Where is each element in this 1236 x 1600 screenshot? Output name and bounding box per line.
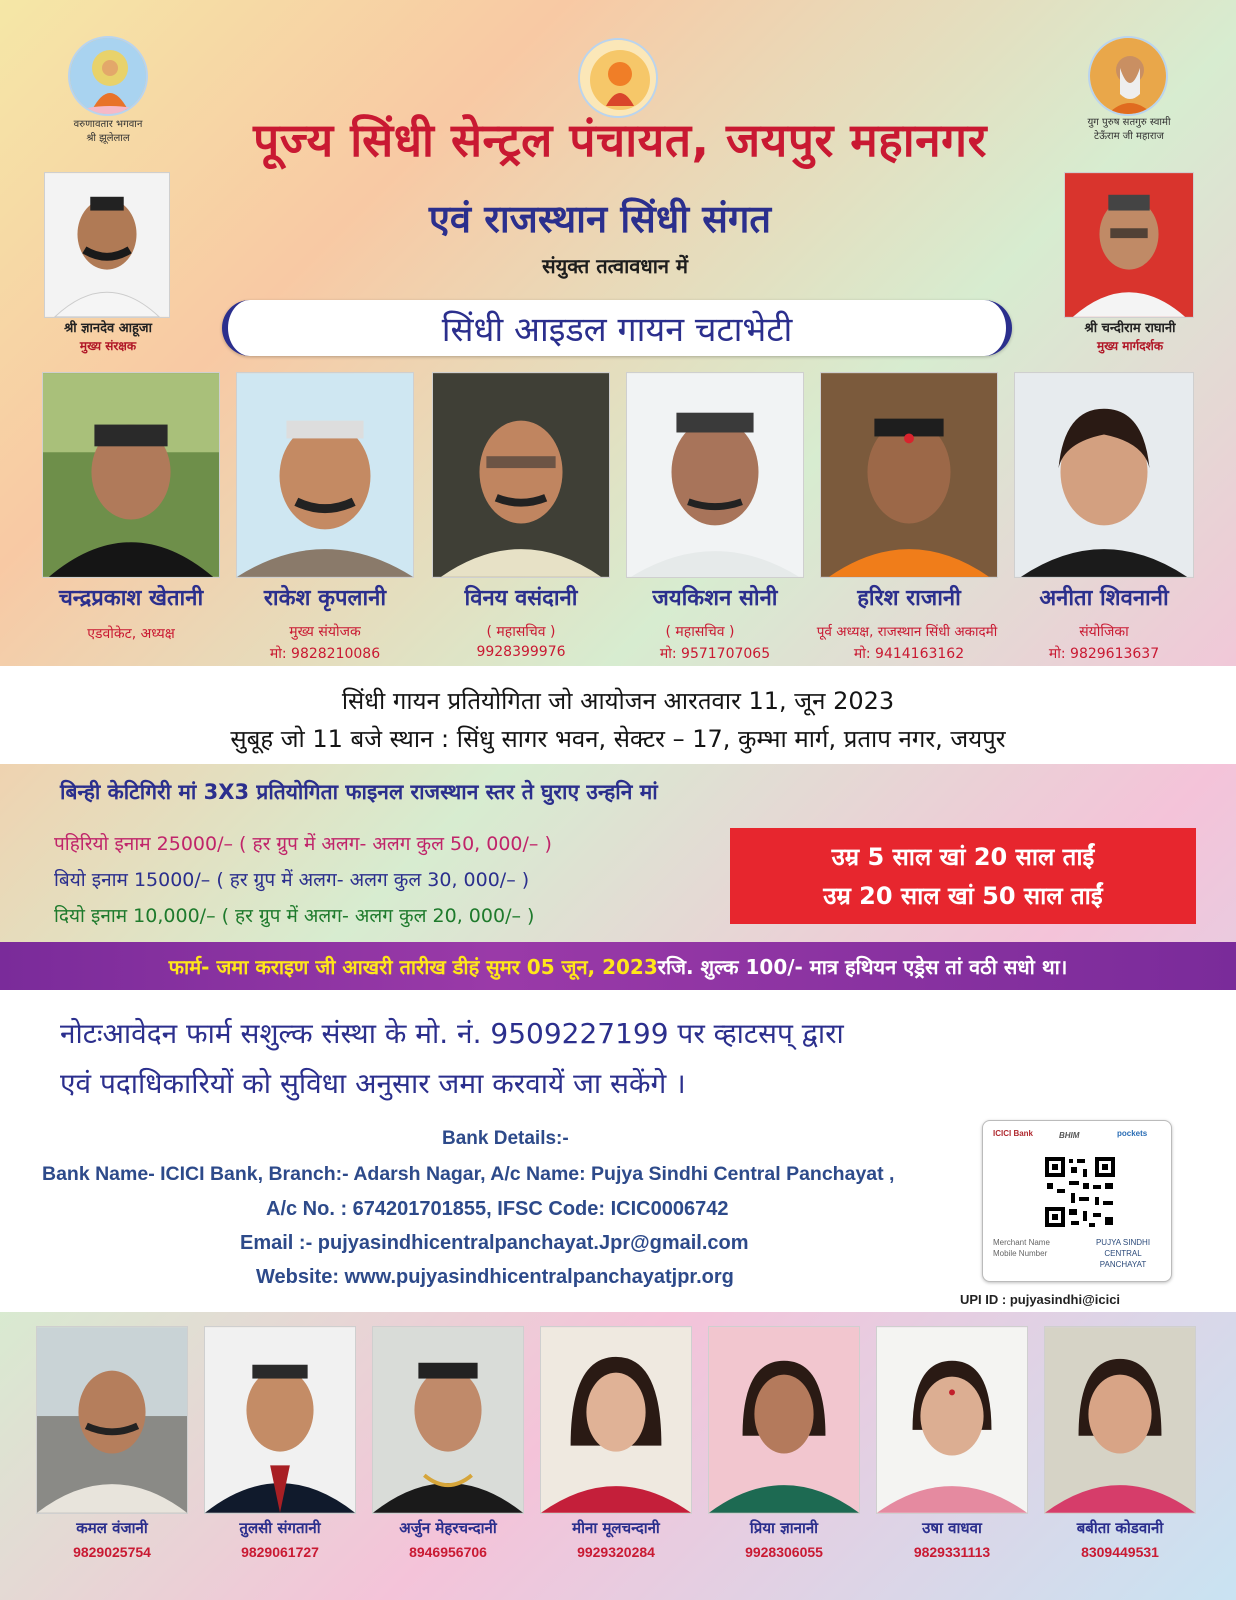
member-name-2: राकेश कृपलानी bbox=[263, 586, 387, 611]
age-group-2: उम्र 20 साल खां 50 साल ताईं bbox=[823, 882, 1103, 910]
member-name-6: अनीता शिवनानी bbox=[1039, 586, 1169, 611]
event-venue-line: सुबूह जो 11 बजे स्थान : सिंधु सागर भवन, सेक्टर – 17, कुम्भा मार्ग, प्रताप नगर, जयपुर bbox=[230, 725, 1006, 753]
member-role-6: संयोजिका bbox=[1079, 624, 1129, 640]
member-role-4: ( महासचिव ) bbox=[665, 624, 735, 640]
event-name-text: सिंधी आइडल गायन चटाभेटी bbox=[441, 310, 793, 350]
member-photo-1 bbox=[42, 372, 220, 578]
patron-photo-right bbox=[1064, 172, 1194, 318]
bottom-member-phone-3: 8946956706 bbox=[409, 1544, 487, 1560]
bottom-member-name-4: मीना मूलचन्दानी bbox=[572, 1519, 660, 1537]
registration-fee-text: रजि. शुल्क 100/- मात्र हथियन एड्रेस तां वठी सधो था। bbox=[657, 954, 1068, 979]
member-photo-3 bbox=[432, 372, 610, 578]
bottom-member-name-6: उषा वाधवा bbox=[922, 1519, 982, 1537]
bottom-photo-7 bbox=[1044, 1326, 1196, 1514]
icici-logo-text: ICICI Bank bbox=[993, 1129, 1034, 1138]
member-phone-3: 9928399976 bbox=[476, 644, 566, 660]
member-photo-6 bbox=[1014, 372, 1194, 578]
event-name-banner bbox=[222, 300, 1012, 356]
patron-left-name: श्री ज्ञानदेव आहूजा bbox=[64, 321, 152, 336]
second-prize: बियो इनाम 15000/– ( हर ग्रुप में अलग- अलग कुल 30, 000/– ) bbox=[54, 869, 530, 891]
note-line-1: नोटःआवेदन फार्म सशुल्क संस्था के मो. नं. 9509227199 पर व्हाटसप् द्वारा bbox=[60, 1017, 844, 1050]
bottom-member-phone-1: 9829025754 bbox=[73, 1544, 151, 1560]
note-line-2: एवं पदाधिकारियों को सुविधा अनुसार जमा करवायें जा सकेंगे । bbox=[60, 1067, 686, 1100]
bhim-logo-text: BHIM bbox=[1059, 1131, 1080, 1140]
bottom-member-name-1: कमल वंजानी bbox=[76, 1519, 148, 1537]
patron-right-label bbox=[1050, 320, 1210, 354]
teoonram-caption: युग पुरुष सतगुरु स्वामी टेऊँराम जी महाराज bbox=[1087, 117, 1171, 142]
bottom-photo-6 bbox=[876, 1326, 1028, 1514]
event-date-line: सिंधी गायन प्रतियोगिता जो आयोजन आरतवार 11, जून 2023 bbox=[341, 687, 895, 715]
upi-qr-card bbox=[982, 1120, 1172, 1282]
age-groups-box bbox=[730, 828, 1196, 924]
member-role-3: ( महासचिव ) bbox=[486, 624, 556, 640]
member-name-1: चन्द्रप्रकाश खेतानी bbox=[58, 586, 204, 611]
bank-email: Email :- pujyasindhicentralpanchayat.Jpr@gmail.com bbox=[240, 1232, 749, 1254]
member-name-5: हरिश राजानी bbox=[857, 586, 961, 611]
joint-auspices-text: संयुक्त तत्वावधान में bbox=[542, 254, 688, 278]
bottom-photo-3 bbox=[372, 1326, 524, 1514]
bottom-member-phone-2: 9829061727 bbox=[241, 1544, 319, 1560]
member-role-1: एडवोकेट, अध्यक्ष bbox=[87, 626, 175, 642]
bottom-member-name-2: तुलसी संगतानी bbox=[239, 1519, 321, 1537]
bottom-member-phone-6: 9829331113 bbox=[913, 1544, 991, 1560]
categories-line: बिन्ही केटिगिरी मां 3X3 प्रतियोगिता फाइनल राजस्थान स्तर ते घुराए उन्हनि मां bbox=[60, 780, 658, 804]
bottom-photo-5 bbox=[708, 1326, 860, 1514]
age-group-1: उम्र 5 साल खां 20 साल ताईं bbox=[831, 843, 1095, 871]
member-role-2: मुख्य संयोजक bbox=[289, 624, 361, 640]
qr-code bbox=[1043, 1155, 1117, 1229]
bottom-member-phone-5: 9928306055 bbox=[745, 1544, 823, 1560]
member-phone-5: मो: 9414163162 bbox=[853, 646, 965, 662]
ganesha-image bbox=[578, 38, 658, 118]
jhulelal-caption: वरुणावतार भगवान श्री झूलेलाल bbox=[73, 119, 143, 144]
bank-name-line: Bank Name- ICICI Bank, Branch:- Adarsh Nagar, A/c Name: Pujya Sindhi Central Panchayat , bbox=[42, 1163, 895, 1185]
member-photo-4 bbox=[626, 372, 804, 578]
bank-website: Website: www.pujyasindhicentralpanchayatjpr.org bbox=[256, 1266, 734, 1288]
member-name-3: विनय वसंदानी bbox=[464, 586, 578, 611]
patron-right-name: श्री चन्दीराम राघानी bbox=[1084, 321, 1176, 336]
patron-right-role: मुख्य मार्गदर्शक bbox=[1096, 338, 1164, 353]
patron-left-role: मुख्य संरक्षक bbox=[79, 338, 137, 353]
bottom-photo-1 bbox=[36, 1326, 188, 1514]
member-phone-6: मो: 9829613637 bbox=[1048, 646, 1160, 662]
bottom-member-phone-4: 9929320284 bbox=[577, 1544, 655, 1560]
teoonram-image bbox=[1088, 36, 1168, 116]
member-role-5: पूर्व अध्यक्ष, राजस्थान सिंधी अकादमी bbox=[816, 624, 998, 640]
bottom-photo-4 bbox=[540, 1326, 692, 1514]
member-name-4: जयकिशन सोनी bbox=[652, 586, 778, 611]
organization-title: पूज्य सिंधी सेन्ट्रल पंचायत, जयपुर महानगर bbox=[253, 113, 987, 167]
bottom-photo-2 bbox=[204, 1326, 356, 1514]
pockets-logo-text: pockets bbox=[1117, 1129, 1148, 1138]
member-photo-2 bbox=[236, 372, 414, 578]
upi-id: UPI ID : pujyasindhi@icici bbox=[960, 1292, 1121, 1307]
bottom-member-name-7: बबीता कोडवानी bbox=[1076, 1519, 1164, 1537]
jhulelal-deity-image bbox=[68, 36, 148, 116]
member-photo-5 bbox=[820, 372, 998, 578]
form-deadline-band bbox=[0, 942, 1236, 990]
patron-photo-left bbox=[44, 172, 170, 318]
patron-left-label bbox=[30, 320, 186, 354]
merchant-name: PUJYA SINDHI CENTRAL PANCHAYAT bbox=[1095, 1238, 1151, 1270]
member-phone-4: मो: 9571707065 bbox=[659, 646, 771, 662]
third-prize: दियो इनाम 10,000/– ( हर ग्रुप में अलग- अलग कुल 20, 000/– ) bbox=[54, 905, 535, 927]
member-phone-2: मो: 9828210086 bbox=[269, 646, 381, 662]
bottom-member-phone-7: 8309449531 bbox=[1081, 1544, 1159, 1560]
form-deadline-text: फार्म- जमा कराइण जी आखरी तारीख डीहं सुमर 05 जून, 2023 bbox=[168, 954, 658, 979]
organization-subtitle: एवं राजस्थान सिंधी संगत bbox=[428, 197, 772, 241]
bottom-member-name-3: अर्जुन मेहरचन्दानी bbox=[399, 1519, 497, 1537]
first-prize: पहिरियो इनाम 25000/– ( हर ग्रुप में अलग- अलग कुल 50, 000/– ) bbox=[54, 833, 552, 855]
bottom-member-name-5: प्रिया ज्ञानानी bbox=[749, 1519, 819, 1537]
bank-account-line: A/c No. : 674201701855, IFSC Code: ICIC0006742 bbox=[266, 1198, 729, 1220]
bank-heading: Bank Details:- bbox=[442, 1128, 569, 1149]
merchant-label: Merchant Name Mobile Number bbox=[993, 1238, 1050, 1259]
